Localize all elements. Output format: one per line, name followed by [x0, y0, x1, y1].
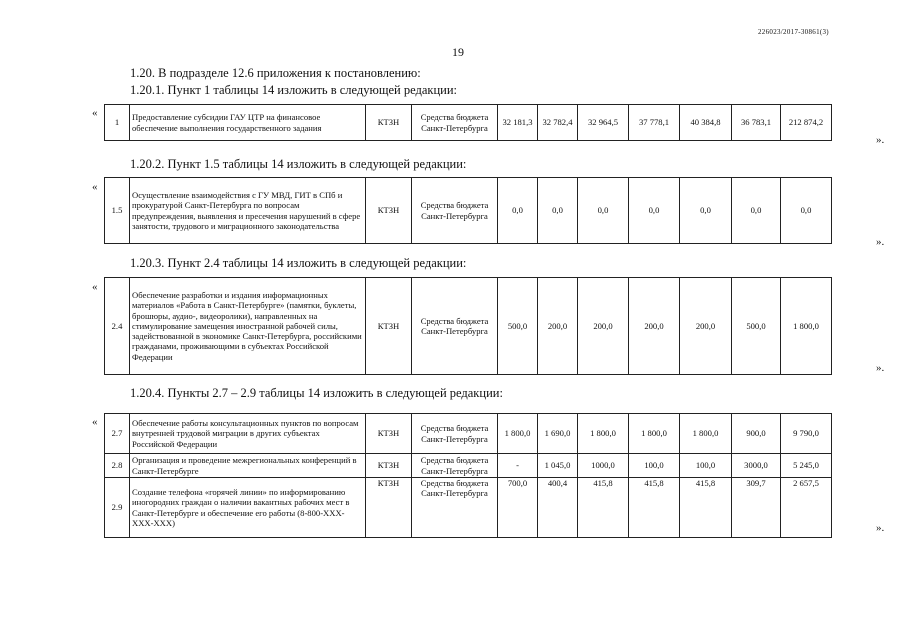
- row-value: 400,4: [538, 478, 578, 538]
- row-value: 0,0: [629, 178, 680, 244]
- row-value: 1 800,0: [680, 414, 732, 454]
- row-value: 0,0: [680, 178, 732, 244]
- table-item-1: [104, 104, 832, 141]
- row-value: 5 245,0: [781, 454, 832, 478]
- row-source: Средства бюджета Санкт-Петербурга: [412, 454, 498, 478]
- row-value: 32 181,3: [498, 105, 538, 141]
- table-row: [105, 278, 832, 375]
- row-value: 0,0: [578, 178, 629, 244]
- row-source: Средства бюджета Санкт-Петербурга: [412, 178, 498, 244]
- row-value: 32 964,5: [578, 105, 629, 141]
- table-row: [105, 105, 832, 141]
- row-value: 200,0: [680, 278, 732, 375]
- row-value: 0,0: [538, 178, 578, 244]
- row-value: 500,0: [498, 278, 538, 375]
- row-executor: КТЗН: [366, 105, 412, 141]
- row-value: 415,8: [629, 478, 680, 538]
- row-value: 36 783,1: [732, 105, 781, 141]
- row-name: Обеспечение работы консультационных пунктов по вопросам внутренней трудовой миграции в других субъектах Российской Федерации: [130, 414, 366, 454]
- row-value: 3000,0: [732, 454, 781, 478]
- row-value: 32 782,4: [538, 105, 578, 141]
- row-value: 212 874,2: [781, 105, 832, 141]
- row-value: 900,0: [732, 414, 781, 454]
- table-row: [105, 478, 832, 538]
- row-value: 415,8: [578, 478, 629, 538]
- open-quote: «: [92, 107, 98, 119]
- row-executor: КТЗН: [366, 278, 412, 375]
- row-value: 500,0: [732, 278, 781, 375]
- open-quote: «: [92, 181, 98, 193]
- open-quote: «: [92, 281, 98, 293]
- row-value: 100,0: [629, 454, 680, 478]
- row-number: 2.9: [105, 478, 130, 538]
- row-value: 40 384,8: [680, 105, 732, 141]
- row-value: 1 800,0: [629, 414, 680, 454]
- row-name: Предоставление субсидии ГАУ ЦТР на финансовое обеспечение выполнения государственного задания: [130, 105, 366, 141]
- row-source: Средства бюджета Санкт-Петербурга: [412, 414, 498, 454]
- row-value: 415,8: [680, 478, 732, 538]
- row-source: Средства бюджета Санкт-Петербурга: [412, 478, 498, 538]
- paragraph-1-20: 1.20. В подразделе 12.6 приложения к постановлению:: [130, 66, 421, 80]
- row-name: Осуществление взаимодействия с ГУ МВД, ГИТ в СПб и прокуратурой Санкт-Петербурга по вопросам предупреждения, выявления и пресечения нарушений в сфере занятости, трудового и миграционного законодательства: [130, 178, 366, 244]
- table-items-2-7-2-9: [104, 413, 832, 538]
- row-value: 200,0: [538, 278, 578, 375]
- row-source: Средства бюджета Санкт-Петербурга: [412, 105, 498, 141]
- row-value: 2 657,5: [781, 478, 832, 538]
- row-value: 0,0: [498, 178, 538, 244]
- table-item-1-5: [104, 177, 832, 244]
- page-number: 19: [452, 45, 464, 59]
- row-value: 37 778,1: [629, 105, 680, 141]
- row-name: Организация и проведение межрегиональных конференций в Санкт-Петербурге: [130, 454, 366, 478]
- table-row: [105, 414, 832, 454]
- paragraph-1-20-1: 1.20.1. Пункт 1 таблицы 14 изложить в следующей редакции:: [130, 83, 458, 97]
- row-name: Создание телефона «горячей линии» по информированию иногородних граждан о наличии вакантных рабочих мест в Санкт-Петербурге и обеспечение его работы (8-800-ХХХ-ХХХ-ХХХ): [130, 478, 366, 538]
- row-value: 1 045,0: [538, 454, 578, 478]
- row-value: -: [498, 454, 538, 478]
- paragraph-1-20-2: 1.20.2. Пункт 1.5 таблицы 14 изложить в следующей редакции:: [130, 157, 467, 171]
- row-value: 200,0: [629, 278, 680, 375]
- row-value: 1000,0: [578, 454, 629, 478]
- open-quote: «: [92, 416, 98, 428]
- paragraph-1-20-4: 1.20.4. Пункты 2.7 – 2.9 таблицы 14 изложить в следующей редакции:: [130, 386, 503, 400]
- row-value: 1 690,0: [538, 414, 578, 454]
- row-executor: КТЗН: [366, 478, 412, 538]
- row-value: 1 800,0: [498, 414, 538, 454]
- close-quote: ».: [876, 362, 885, 374]
- row-executor: КТЗН: [366, 414, 412, 454]
- row-value: 1 800,0: [781, 278, 832, 375]
- close-quote: ».: [876, 236, 885, 248]
- row-value: 309,7: [732, 478, 781, 538]
- row-number: 2.7: [105, 414, 130, 454]
- row-value: 100,0: [680, 454, 732, 478]
- row-executor: КТЗН: [366, 178, 412, 244]
- table-row: [105, 178, 832, 244]
- row-name: Обеспечение разработки и издания информационных материалов «Работа в Санкт-Петербурге» (памятки, буклеты, брошюры, аудио-, видеоролики), направленных на стимулирование замещения иностранной рабочей силы, задействованной в экономике Санкт-Петербурга, российскими гражданами, проживающими в субъектах Российской Федерации: [130, 278, 366, 375]
- paragraph-1-20-3: 1.20.3. Пункт 2.4 таблицы 14 изложить в следующей редакции:: [130, 256, 467, 270]
- row-value: 0,0: [732, 178, 781, 244]
- close-quote: ».: [876, 522, 885, 534]
- row-number: 2.4: [105, 278, 130, 375]
- row-value: 200,0: [578, 278, 629, 375]
- row-value: 9 790,0: [781, 414, 832, 454]
- row-number: 1.5: [105, 178, 130, 244]
- row-source: Средства бюджета Санкт-Петербурга: [412, 278, 498, 375]
- row-number: 2.8: [105, 454, 130, 478]
- row-number: 1: [105, 105, 130, 141]
- row-value: 0,0: [781, 178, 832, 244]
- row-value: 700,0: [498, 478, 538, 538]
- table-item-2-4: [104, 277, 832, 375]
- row-executor: КТЗН: [366, 454, 412, 478]
- table-row: [105, 454, 832, 478]
- document-id: 226023/2017-30861(3): [758, 28, 829, 36]
- row-value: 1 800,0: [578, 414, 629, 454]
- close-quote: ».: [876, 134, 885, 146]
